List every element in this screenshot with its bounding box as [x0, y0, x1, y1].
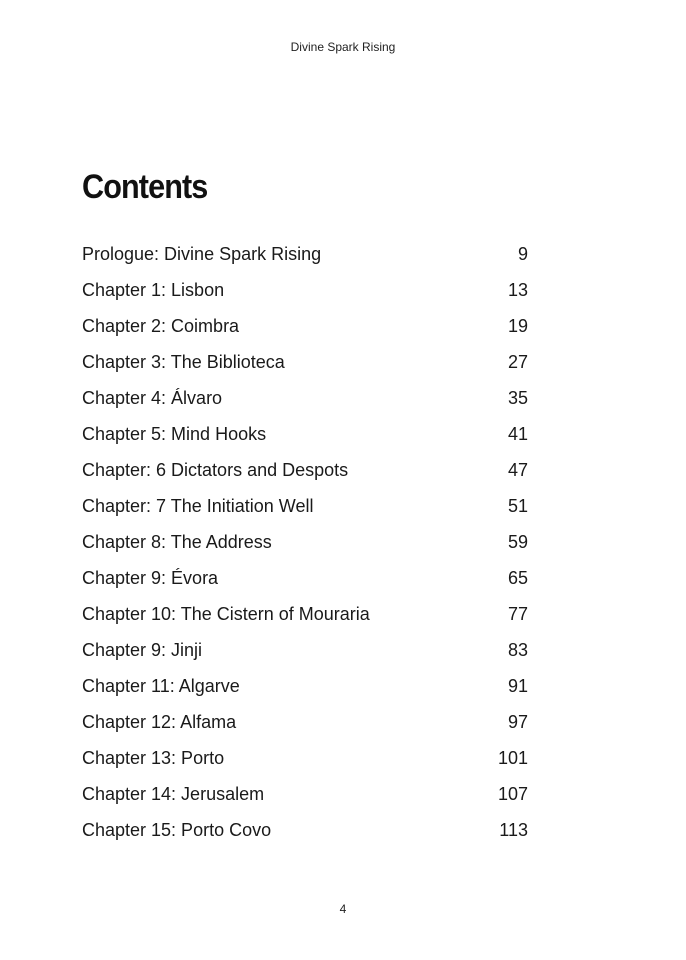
toc-entry-title: Chapter 9: Jinji	[82, 640, 203, 660]
toc-entry-page: 113	[499, 820, 528, 840]
toc-entry	[82, 488, 528, 524]
toc-entry-page: 91	[507, 676, 528, 696]
toc-entry-title: Chapter 9: Évora	[82, 568, 219, 588]
toc-entry-page: 9	[517, 244, 528, 264]
toc-entry-page: 101	[497, 748, 528, 768]
toc-entry-title: Chapter 5: Mind Hooks	[82, 424, 267, 444]
toc-entry-page: 19	[507, 316, 528, 336]
toc-entry-title: Chapter: 6 Dictators and Despots	[82, 460, 349, 480]
toc-entry-title: Chapter 3: The Biblioteca	[82, 352, 285, 372]
page-title: Contents	[82, 168, 208, 206]
toc-entry	[82, 632, 528, 668]
toc-entry-page: 51	[507, 496, 528, 516]
toc-entry-page: 35	[507, 388, 528, 408]
page-number: 4	[339, 902, 347, 916]
toc-entry-title: Chapter 10: The Cistern of Mouraria	[82, 604, 370, 624]
toc-entry-title: Chapter 8: The Address	[82, 532, 272, 552]
toc-entry-title: Chapter 2: Coimbra	[82, 316, 240, 336]
toc-entry	[82, 812, 528, 848]
toc-entry	[82, 560, 528, 596]
toc-entry	[82, 236, 528, 272]
toc-entry	[82, 704, 528, 740]
toc-entry-title: Chapter 12: Alfama	[82, 712, 237, 732]
toc-entry	[82, 776, 528, 812]
toc-entry-page: 13	[507, 280, 528, 300]
toc-entry-title: Chapter 14: Jerusalem	[82, 784, 265, 804]
toc-entry-title: Chapter 4: Álvaro	[82, 388, 223, 408]
toc-entry	[82, 344, 528, 380]
toc-entry	[82, 308, 528, 344]
toc-entry-title: Prologue: Divine Spark Rising	[82, 244, 322, 264]
running-header: Divine Spark Rising	[290, 40, 396, 54]
toc-entry	[82, 524, 528, 560]
toc-entry-title: Chapter 15: Porto Covo	[82, 820, 272, 840]
toc-entry	[82, 596, 528, 632]
toc-entry-page: 27	[507, 352, 528, 372]
toc-entry-page: 97	[507, 712, 528, 732]
toc-entry	[82, 272, 528, 308]
toc-entry-title: Chapter 13: Porto	[82, 748, 225, 768]
toc-entry-page: 83	[507, 640, 528, 660]
toc-entry	[82, 416, 528, 452]
toc-entry	[82, 452, 528, 488]
table-of-contents	[82, 236, 528, 848]
toc-entry-page: 107	[497, 784, 528, 804]
toc-entry-page: 77	[507, 604, 528, 624]
toc-entry	[82, 380, 528, 416]
toc-entry	[82, 668, 528, 704]
toc-entry-title: Chapter 11: Algarve	[82, 676, 240, 696]
toc-entry-page: 41	[507, 424, 528, 444]
toc-entry-page: 65	[507, 568, 528, 588]
toc-entry-page: 59	[507, 532, 528, 552]
toc-entry-title: Chapter: 7 The Initiation Well	[82, 496, 314, 516]
toc-entry	[82, 740, 528, 776]
toc-entry-title: Chapter 1: Lisbon	[82, 280, 225, 300]
toc-entry-page: 47	[507, 460, 528, 480]
